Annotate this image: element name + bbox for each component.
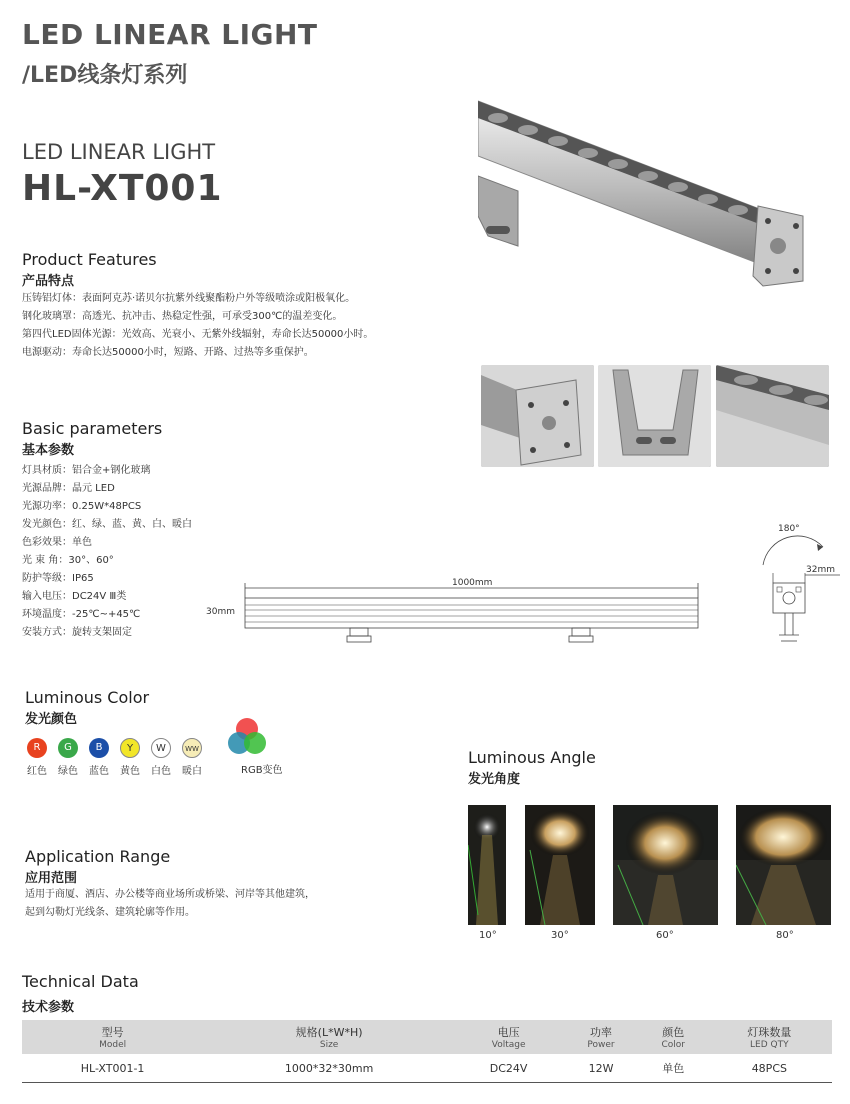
- col-header-model: 型号 Model: [22, 1020, 203, 1054]
- color-label: 黄色: [120, 766, 140, 777]
- detail-photo-lens: [716, 365, 829, 467]
- color-label: 蓝色: [89, 766, 109, 777]
- feature-line: 电源驱动：寿命长达50000小时，短路、开路、过热等多重保护。: [22, 347, 314, 358]
- col-header-color: 颜色 Color: [640, 1020, 707, 1054]
- param-row: 环境温度：-25℃~+45℃: [22, 609, 141, 620]
- catalog-subtitle: /LED线条灯系列: [22, 63, 188, 88]
- basic-title-cn: 基本参数: [22, 443, 75, 458]
- cell-power: 12W: [562, 1054, 639, 1083]
- param-row: 发光颜色：红、绿、蓝、黄、白、暖白: [22, 519, 192, 530]
- color-circle: W: [151, 738, 171, 758]
- angle-title: Luminous Angle: [468, 748, 596, 767]
- col-header-led-qty: 灯珠数量 LED QTY: [707, 1020, 832, 1054]
- technical-table: [22, 1020, 832, 1083]
- color-circle: WW: [182, 738, 202, 758]
- color-label: 红色: [27, 766, 47, 777]
- color-circle: G: [58, 738, 78, 758]
- color-swatch: [56, 738, 80, 781]
- param-row: 防护等级：IP65: [22, 573, 94, 584]
- width-label: 32mm: [806, 565, 835, 575]
- technical-title-cn: 技术参数: [22, 1000, 75, 1015]
- param-row: 光 束 角：30°、60°: [22, 555, 114, 566]
- angle-label-60: 60°: [656, 930, 674, 941]
- catalog-title: LED LINEAR LIGHT: [22, 18, 318, 51]
- color-swatch: [118, 738, 142, 781]
- color-title-cn: 发光颜色: [25, 712, 78, 727]
- cell-color: 单色: [640, 1054, 707, 1083]
- param-row: 光源品牌：晶元 LED: [22, 483, 115, 494]
- detail-photo-endcap: [481, 365, 594, 467]
- param-row: 光源功率：0.25W*48PCS: [22, 501, 142, 512]
- rgb-icon: [224, 716, 270, 762]
- param-row: 色彩效果：单色: [22, 537, 92, 548]
- param-row: 灯具材质：铝合金+钢化玻璃: [22, 465, 151, 476]
- feature-line: 钢化玻璃罩：高透光、抗冲击、热稳定性强，可承受300℃的温差变化。: [22, 311, 343, 322]
- col-header-power: 功率 Power: [562, 1020, 639, 1054]
- rgb-label: RGB变色: [241, 765, 283, 776]
- cell-size: 1000*32*30mm: [203, 1054, 455, 1083]
- features-title: Product Features: [22, 250, 157, 269]
- table-header-row: [22, 1020, 832, 1054]
- detail-photo-bracket: [598, 365, 711, 467]
- features-list: [22, 290, 373, 362]
- param-row: 输入电压：DC24V Ⅲ类: [22, 591, 127, 602]
- basic-param-list: [22, 462, 192, 642]
- rotation-angle-label: 180°: [778, 524, 800, 534]
- angle-title-cn: 发光角度: [468, 772, 521, 787]
- cell-led-qty: 48PCS: [707, 1054, 832, 1083]
- beam-photo-10: [468, 805, 506, 925]
- length-label: 1000mm: [452, 578, 493, 588]
- beam-photo-60: [613, 805, 718, 925]
- cell-model: HL-XT001-1: [22, 1054, 203, 1083]
- height-label: 30mm: [206, 607, 235, 617]
- application-text: [25, 886, 315, 922]
- table-row: [22, 1054, 832, 1083]
- color-circle: Y: [120, 738, 140, 758]
- basic-title: Basic parameters: [22, 419, 163, 438]
- features-title-cn: 产品特点: [22, 274, 75, 289]
- product-label: LED LINEAR LIGHT: [22, 140, 216, 164]
- feature-line: 第四代LED固体光源：光效高、光衰小、无紫外线辐射，寿命长达50000小时。: [22, 329, 374, 340]
- product-model: HL-XT001: [22, 168, 223, 209]
- color-circle: B: [89, 738, 109, 758]
- beam-photo-30: [525, 805, 595, 925]
- cell-voltage: DC24V: [455, 1054, 562, 1083]
- color-swatch: [87, 738, 111, 781]
- product-photo-main: [478, 96, 810, 288]
- color-swatch: [149, 738, 173, 781]
- color-label: 白色: [151, 766, 171, 777]
- color-swatch: [180, 738, 204, 781]
- side-view-drawing: [755, 525, 845, 650]
- angle-label-30: 30°: [551, 930, 569, 941]
- col-header-size: 规格(L*W*H) Size: [203, 1020, 455, 1054]
- color-circle: R: [27, 738, 47, 758]
- color-title: Luminous Color: [25, 688, 150, 707]
- application-line: 适用于商厦、酒店、办公楼等商业场所或桥梁、河岸等其他建筑，: [25, 889, 315, 900]
- angle-label-80: 80°: [776, 930, 794, 941]
- application-title-cn: 应用范围: [25, 871, 78, 886]
- application-title: Application Range: [25, 847, 171, 866]
- beam-photo-80: [736, 805, 831, 925]
- color-label: 暖白: [182, 766, 202, 777]
- color-swatch: [25, 738, 49, 781]
- technical-title: Technical Data: [22, 972, 139, 991]
- param-row: 安装方式：旋转支架固定: [22, 627, 132, 638]
- color-label: 绿色: [58, 766, 78, 777]
- col-header-voltage: 电压 Voltage: [455, 1020, 562, 1054]
- application-line: 起到勾勒灯光线条、建筑轮廓等作用。: [25, 907, 195, 918]
- feature-line: 压铸铝灯体：表面阿克苏·诺贝尔抗紫外线聚酯粉户外等级喷涂或阳极氧化。: [22, 293, 356, 304]
- angle-label-10: 10°: [479, 930, 497, 941]
